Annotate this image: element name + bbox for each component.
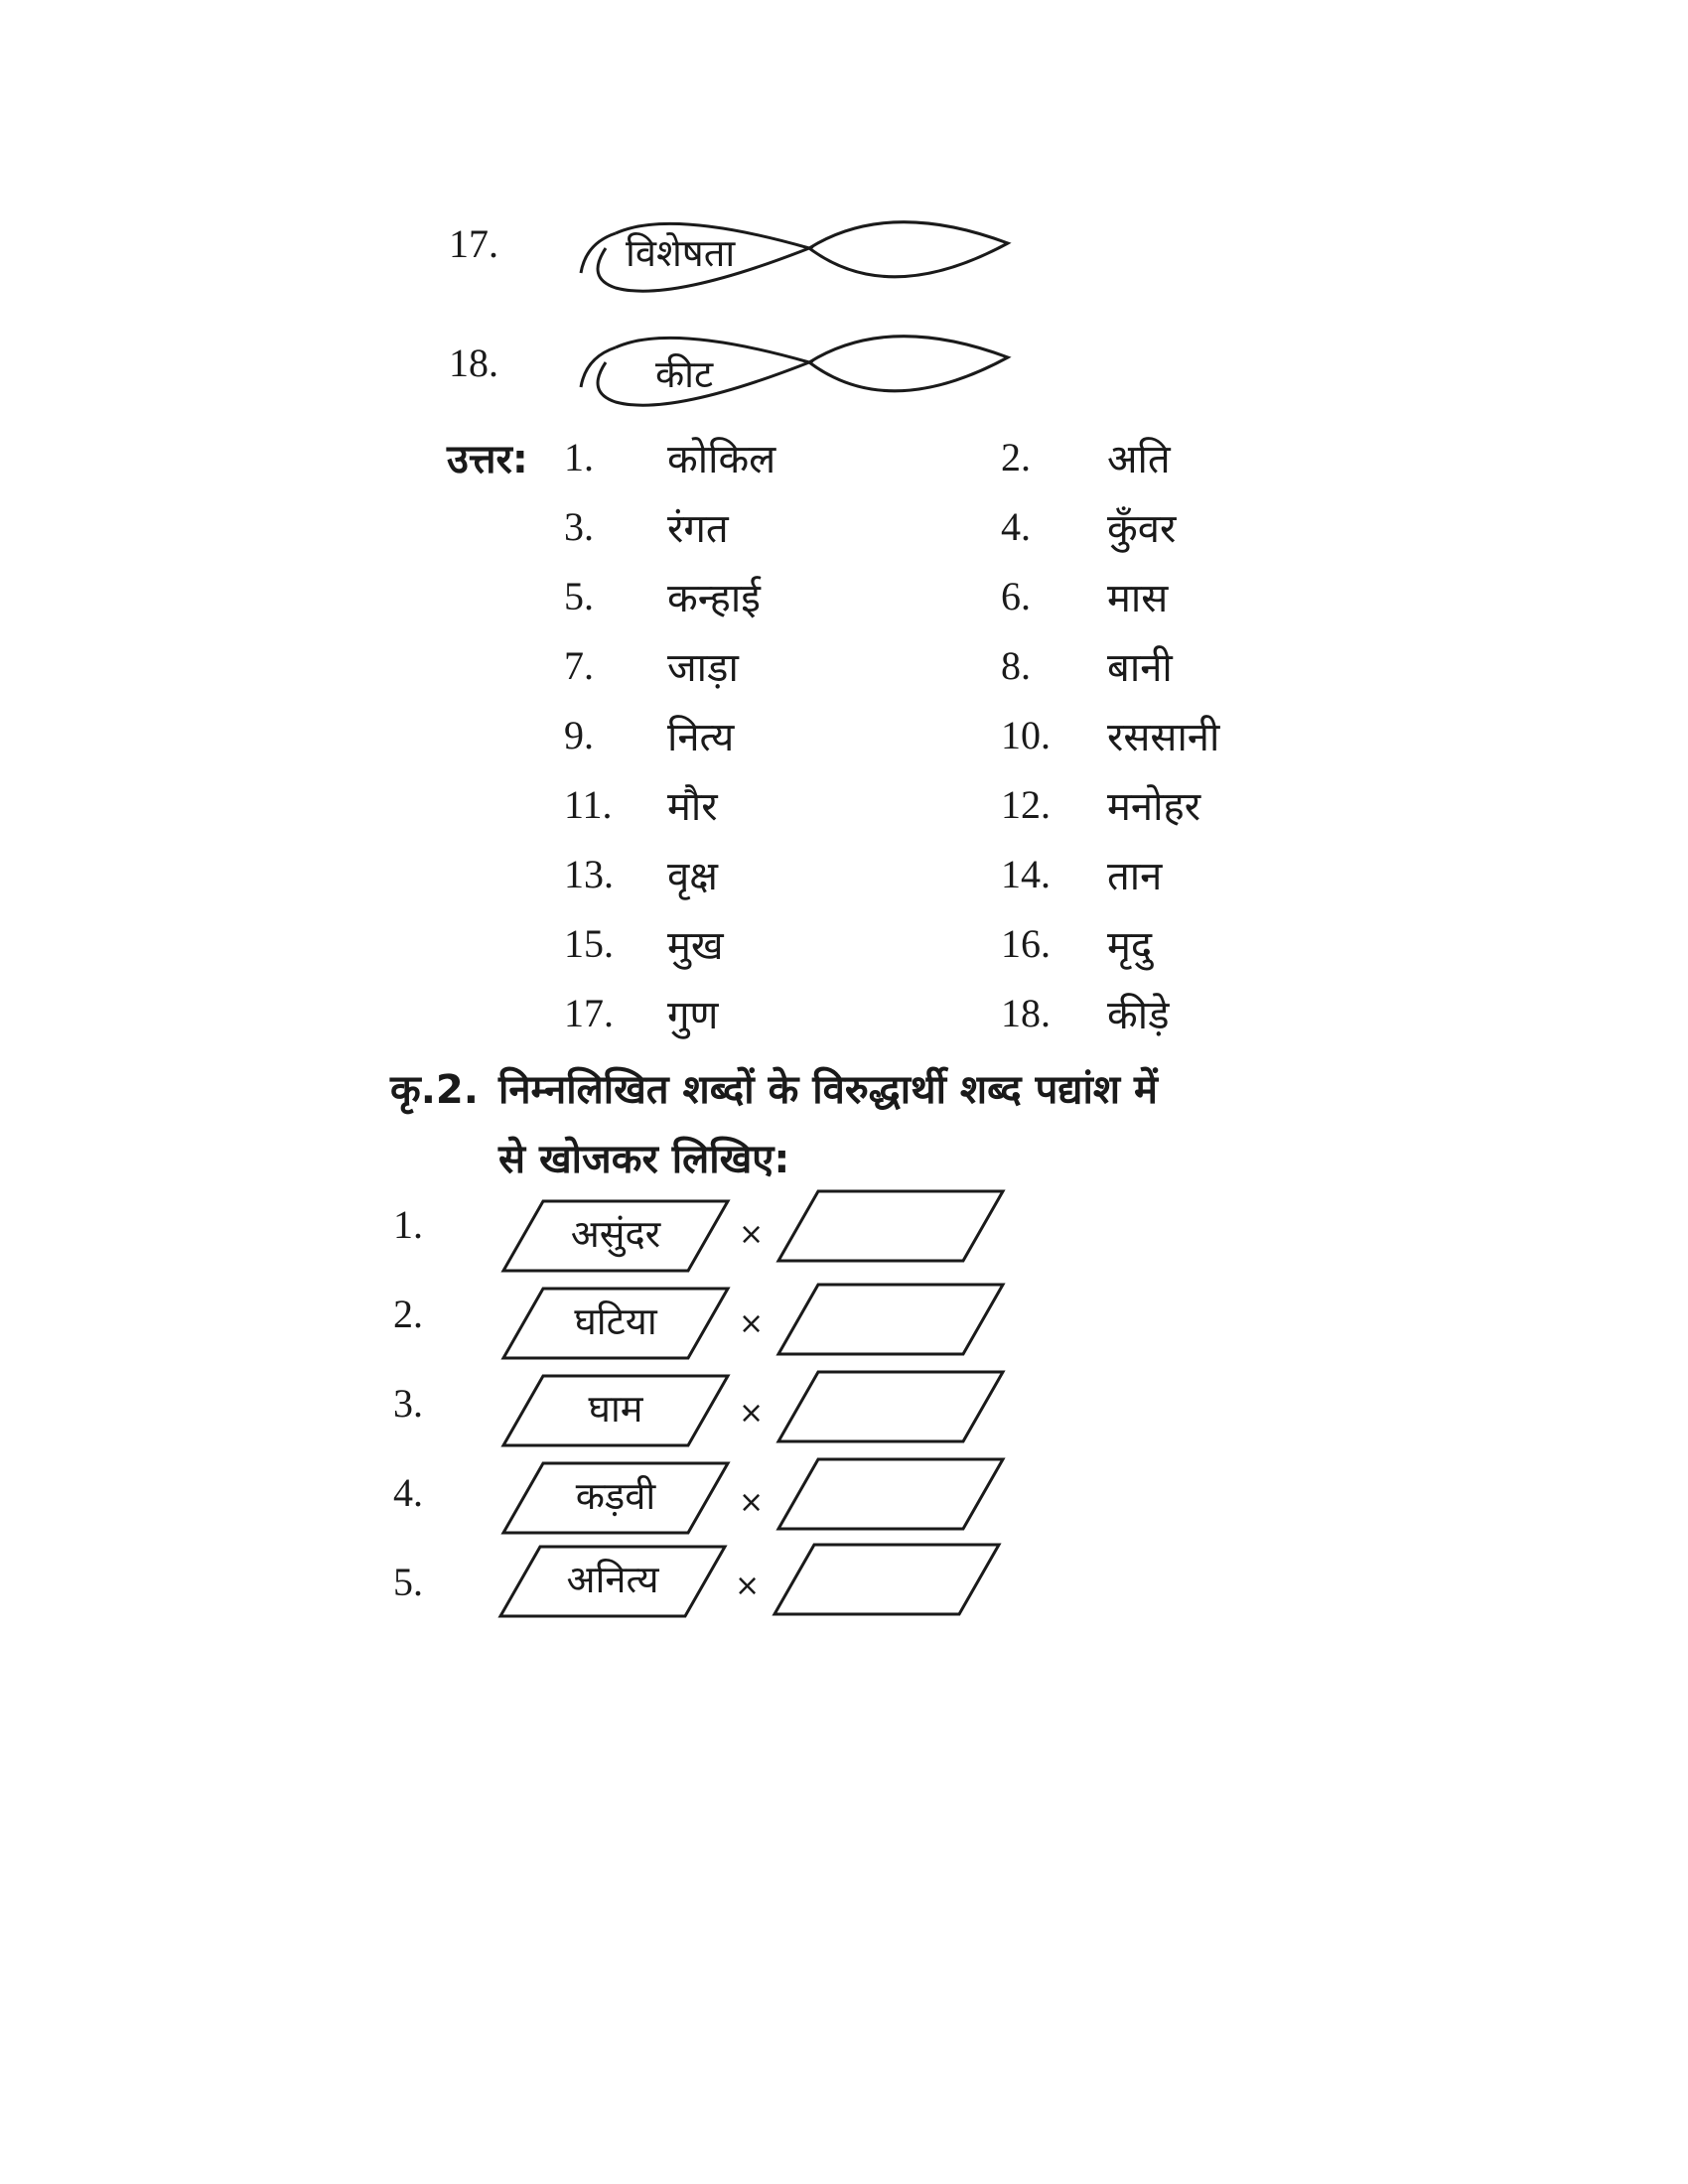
- given-word: घाम: [588, 1387, 643, 1431]
- question-text-line-1: निम्नलिखित शब्दों के विरुद्धार्थी शब्द पद्यांश में: [498, 1067, 1158, 1113]
- cross-symbol: ×: [739, 1217, 765, 1252]
- leaf-word: विशेषता: [626, 231, 736, 275]
- cross-symbol: ×: [739, 1396, 765, 1431]
- answer-number: 5.: [564, 574, 594, 618]
- answer-word: गुण: [667, 993, 719, 1038]
- answer-box-parallelogram[interactable]: [773, 1543, 1001, 1616]
- answer-number: 13.: [564, 852, 614, 896]
- question-number: कृ.2.: [390, 1067, 479, 1113]
- answer-box-parallelogram[interactable]: [776, 1283, 1005, 1356]
- leaf-word: कीट: [655, 352, 714, 396]
- answer-word: मौर: [667, 784, 718, 830]
- answer-word: तान: [1107, 854, 1163, 899]
- answer-word: कीड़े: [1107, 993, 1170, 1038]
- answer-word: बानी: [1107, 645, 1173, 691]
- answer-word: वृक्ष: [667, 854, 718, 899]
- answer-number: 8.: [1001, 643, 1031, 688]
- answer-number: 18.: [1001, 991, 1051, 1035]
- answer-box-parallelogram[interactable]: [776, 1189, 1005, 1263]
- item-number: 18.: [449, 341, 498, 385]
- answer-number: 16.: [1001, 921, 1051, 966]
- answer-word: मास: [1107, 576, 1169, 621]
- answer-number: 10.: [1001, 713, 1051, 757]
- item-number: 17.: [449, 221, 498, 266]
- answer-number: 14.: [1001, 852, 1051, 896]
- answer-word: अति: [1107, 437, 1171, 482]
- cross-symbol: ×: [739, 1485, 765, 1520]
- cross-symbol: ×: [739, 1306, 765, 1341]
- answer-box-parallelogram[interactable]: [776, 1457, 1005, 1531]
- question-text-line-2: से खोजकर लिखिए:: [498, 1137, 790, 1182]
- answer-box-parallelogram[interactable]: [776, 1370, 1005, 1443]
- answer-number: 9.: [564, 713, 594, 757]
- answer-number: 4.: [1001, 504, 1031, 549]
- item-number: 2.: [393, 1292, 423, 1336]
- cross-symbol: ×: [735, 1569, 761, 1603]
- answer-number: 17.: [564, 991, 614, 1035]
- answer-word: जाड़ा: [667, 645, 739, 691]
- answer-number: 6.: [1001, 574, 1031, 618]
- answer-number: 12.: [1001, 782, 1051, 827]
- item-number: 3.: [393, 1381, 423, 1426]
- item-number: 4.: [393, 1470, 423, 1515]
- answer-number: 11.: [564, 782, 613, 827]
- answer-word: कोकिल: [667, 437, 776, 482]
- answer-word: मुख: [667, 923, 724, 969]
- answer-word: रंगत: [667, 506, 729, 552]
- answer-number: 2.: [1001, 435, 1031, 479]
- answer-word: रससानी: [1107, 715, 1220, 760]
- answer-word: कन्हाई: [667, 576, 761, 621]
- given-word: अनित्य: [566, 1558, 659, 1601]
- answer-word: मनोहर: [1107, 784, 1201, 830]
- answer-number: 15.: [564, 921, 614, 966]
- item-number: 1.: [393, 1202, 423, 1247]
- answer-number: 1.: [564, 435, 594, 479]
- item-number: 5.: [393, 1560, 423, 1604]
- answer-number: 7.: [564, 643, 594, 688]
- answers-label: उत्तर:: [447, 437, 528, 482]
- answer-number: 3.: [564, 504, 594, 549]
- answer-word: मृदु: [1107, 923, 1153, 969]
- answer-word: कुँवर: [1107, 506, 1177, 552]
- given-word: असुंदर: [570, 1212, 661, 1256]
- leaf-shape-icon: [571, 318, 1018, 417]
- given-word: घटिया: [574, 1299, 657, 1343]
- answer-word: नित्य: [667, 715, 735, 760]
- given-word: कड़वी: [575, 1474, 656, 1518]
